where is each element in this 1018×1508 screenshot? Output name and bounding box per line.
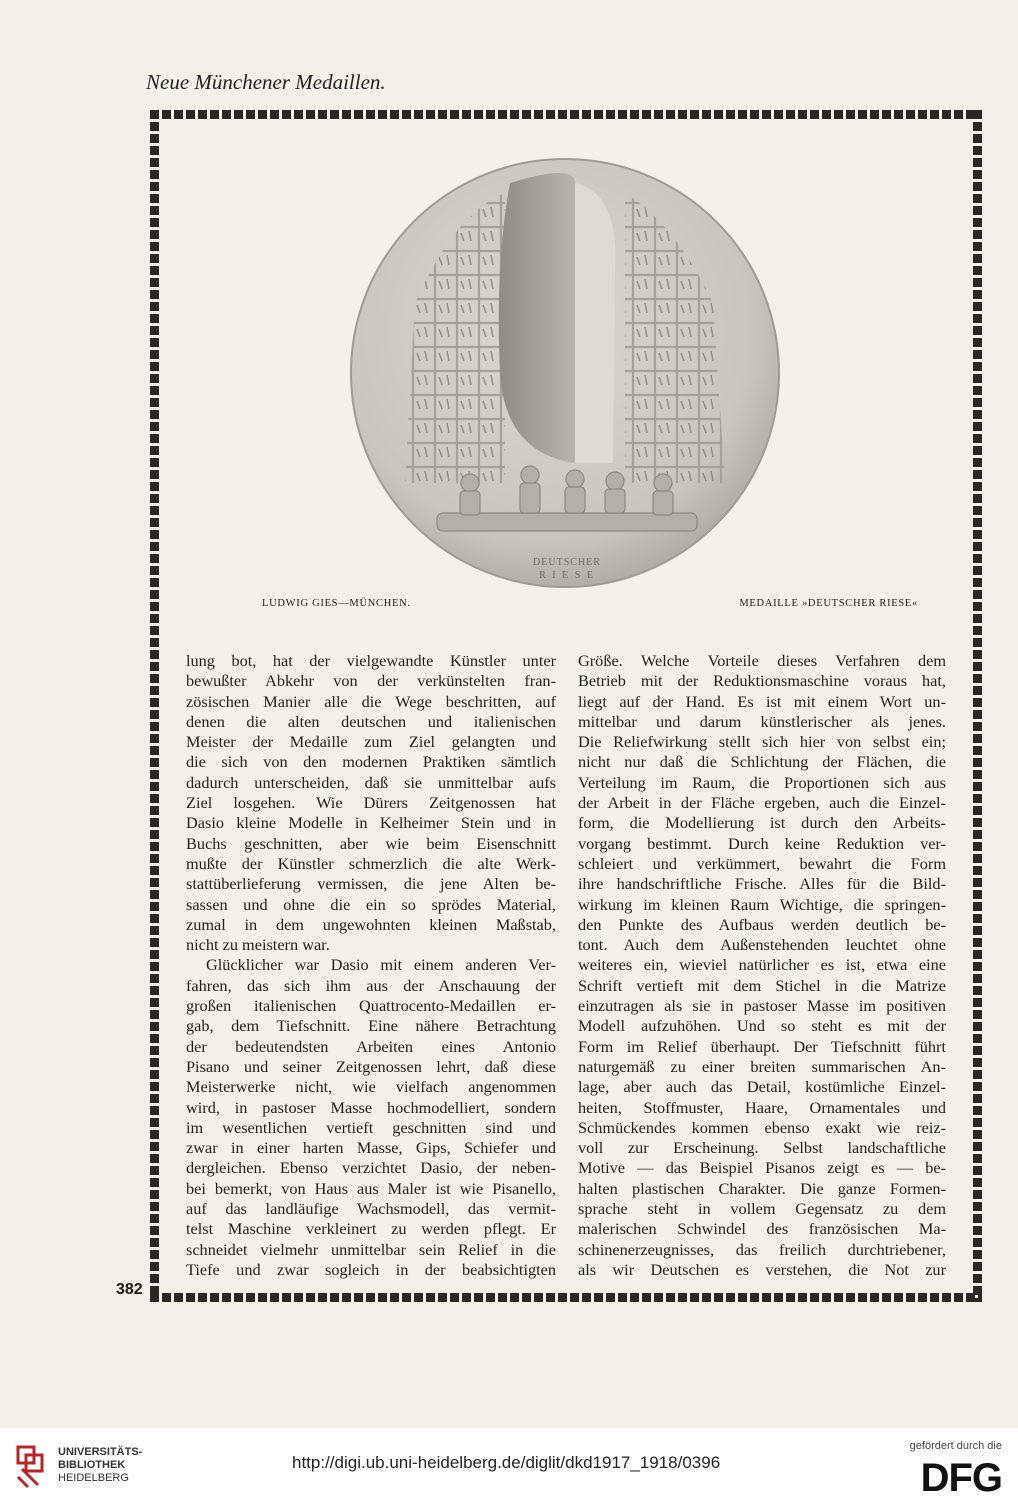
text-line: schneidet vielmehr unmittelbar sein Relief in die <box>186 1239 556 1259</box>
text-line: wirkung im kleinen Raum Wichtige, die springen- <box>578 894 946 914</box>
text-line: Form im Relief überhaupt. Der Tiefschnitt führt <box>578 1036 946 1056</box>
text-line: Modell aufzuhöhen. Und so steht es mit der <box>578 1016 946 1036</box>
text-line: Betrieb mit der Reduktionsmaschine voraus hat, <box>578 671 946 691</box>
text-line: Meister der Medaille zum Ziel gelangten und <box>186 732 556 752</box>
text-line: Ziel losgehen. Wie Dürers Zeitgenossen hat <box>186 793 556 813</box>
text-line: Die Reliefwirkung stellt sich hier von selbst ein; <box>578 732 946 752</box>
text-line: weiteres ein, wieviel natürlicher es ist, etwa eine <box>578 955 946 975</box>
library-line-3: HEIDELBERG <box>58 1472 129 1484</box>
text-line: schleiert und verkümmert, bewahrt die Form <box>578 853 946 873</box>
library-line-2: BIBLIOTHEK <box>58 1459 126 1471</box>
text-column-right <box>578 651 946 1280</box>
text-line: der Arbeit in der Fläche ergeben, auch die Einzel- <box>578 793 946 813</box>
text-line: Tiefe und zwar sogleich in der beabsichtigten <box>186 1259 556 1279</box>
text-line: form, die Modellierung ist durch den Arbeits- <box>578 813 946 833</box>
text-line: nicht zu meistern war. <box>186 935 330 955</box>
text-line: den Punkte des Aufbaus werden deutlich be- <box>578 914 946 934</box>
text-line: im wesentlichen vertieft geschnitten sind und <box>186 1117 556 1137</box>
text-line: halten plastischen Charakter. Die ganze Formen- <box>578 1178 946 1198</box>
text-line: mußte der Künstler schmerzlich die alte Werk- <box>186 853 556 873</box>
text-line: gab, dem Tiefschnitt. Eine nähere Betrachtung <box>186 1016 556 1036</box>
page-number: 382 <box>116 1281 143 1298</box>
text-line: sprache steht in vollem Gegensatz zu dem <box>578 1199 946 1219</box>
text-line: Dasio kleine Modelle in Kelheimer Stein und in <box>186 813 556 833</box>
text-line: nicht nur daß die Schlichtung der Flächen, die <box>578 752 946 772</box>
text-line: Buchs geschnitten, aber wie beim Eisenschnitt <box>186 833 556 853</box>
checkered-frame-bottom <box>150 1293 982 1302</box>
medal-inscription-1: DEUTSCHER <box>533 557 601 568</box>
checkered-frame-right <box>973 110 982 1302</box>
library-logo-icon <box>14 1443 50 1489</box>
library-line-1: UNIVERSITÄTS- <box>58 1446 143 1458</box>
text-line: mittelbar und darum künstlerischer als jenes. <box>578 711 946 731</box>
text-line: bei bemerkt, von Haus aus Maler ist wie Pisanello, <box>186 1178 556 1198</box>
text-column-left <box>186 651 556 1280</box>
text-line: tont. Auch dem Außenstehenden leuchtet ohne <box>578 935 946 955</box>
text-line: großen italienischen Quattrocento-Medaillen er- <box>186 996 556 1016</box>
library-name <box>58 1446 142 1485</box>
text-line: naturgemäß zu einer breiten summarischen An- <box>578 1056 946 1076</box>
medal-illustration <box>345 153 785 593</box>
text-line: denen die alten deutschen und italienischen <box>186 711 556 731</box>
text-line: auf das landläufige Wachsmodell, das vermit- <box>186 1199 556 1219</box>
dfg-logo: DFG <box>920 1456 1002 1500</box>
text-line: dadurch unterscheiden, daß sie unmittelbar aufs <box>186 772 556 792</box>
text-line: stattüberlieferung vermissen, die jene Alten be- <box>186 874 556 894</box>
text-line: bewußter Abkehr von der verkünstelten fran- <box>186 671 556 691</box>
text-line: vorgang bestimmt. Durch keine Reduktion ver- <box>578 833 946 853</box>
text-line: liegt auf der Hand. Es ist mit einem Wort un- <box>578 691 946 711</box>
page-header: Neue Münchener Medaillen. <box>146 70 386 94</box>
text-line: die sich von den modernen Praktiken sämtlich <box>186 752 556 772</box>
text-line: Verteilung im Raum, die Proportionen sich aus <box>578 772 946 792</box>
text-line: telst Maschine verkleinert zu werden pflegt. Er <box>186 1219 556 1239</box>
text-line: schinenerzeugnisses, das freilich durchtriebener, <box>578 1239 946 1259</box>
text-line: lage, aber auch das Detail, kostümliche Einzel- <box>578 1077 946 1097</box>
text-line: zösischen Manier alle die Wege beschritten, auf <box>186 691 556 711</box>
text-line: einzutragen als sie in pastoser Masse im positiven <box>578 996 946 1016</box>
text-line: zwar in einer harten Masse, Gips, Schiefer und <box>186 1138 556 1158</box>
text-line: Pisano und seiner Zeitgenossen lehrt, daß diese <box>186 1056 556 1076</box>
text-line: Schmückendes kommen ebenso exakt wie reiz- <box>578 1117 946 1137</box>
text-line: zumal in dem ungewohnten kleinen Maßstab, <box>186 914 556 934</box>
text-line: dergleichen. Ebenso verzichtet Dasio, der neben- <box>186 1158 556 1178</box>
text-line: Größe. Welche Vorteile dieses Verfahren dem <box>578 651 946 670</box>
checkered-frame-top <box>150 110 982 119</box>
text-line: voll zur Erscheinung. Selbst landschaftliche <box>578 1138 946 1158</box>
text-line: wird, in pastoser Masse hochmodelliert, sondern <box>186 1097 556 1117</box>
text-line: der bedeutendsten Arbeiten eines Antonio <box>186 1036 556 1056</box>
text-line: malerischen Schwindel des französischen Ma- <box>578 1219 946 1239</box>
funded-by-label: gefördert durch die <box>909 1440 1002 1452</box>
text-line: fahren, das sich ihm aus der Anschauung der <box>186 975 556 995</box>
text-line: Glücklicher war Dasio mit einem anderen Ver- <box>206 955 556 975</box>
text-line: sassen und ohne die ein so sprödes Material, <box>186 894 556 914</box>
medal-inscription-2: R I E S E <box>539 570 595 581</box>
checkered-frame-left <box>150 110 159 1302</box>
figure-caption-artist: LUDWIG GIES—MÜNCHEN. <box>262 598 411 609</box>
figure-caption-title: MEDAILLE »DEUTSCHER RIESE« <box>739 598 918 609</box>
text-line: lung bot, hat der vielgewandte Künstler unter <box>186 651 556 670</box>
text-line: ihre handschriftliche Frische. Alles für die Bild- <box>578 874 946 894</box>
text-line: Meisterwerke nicht, wie vielfach angenommen <box>186 1077 556 1097</box>
text-line: als wir Deutschen es verstehen, die Not zur <box>578 1259 946 1279</box>
text-line: Schrift vertieft mit dem Stichel in die Matrize <box>578 975 946 995</box>
document-url-link[interactable]: http://digi.ub.uni-heidelberg.de/diglit/dkd1917_1918/0396 <box>292 1453 721 1472</box>
text-line: Motive — das Beispiel Pisanos zeigt es — be- <box>578 1158 946 1178</box>
text-line: heiten, Stoffmuster, Haare, Ornamentales und <box>578 1097 946 1117</box>
